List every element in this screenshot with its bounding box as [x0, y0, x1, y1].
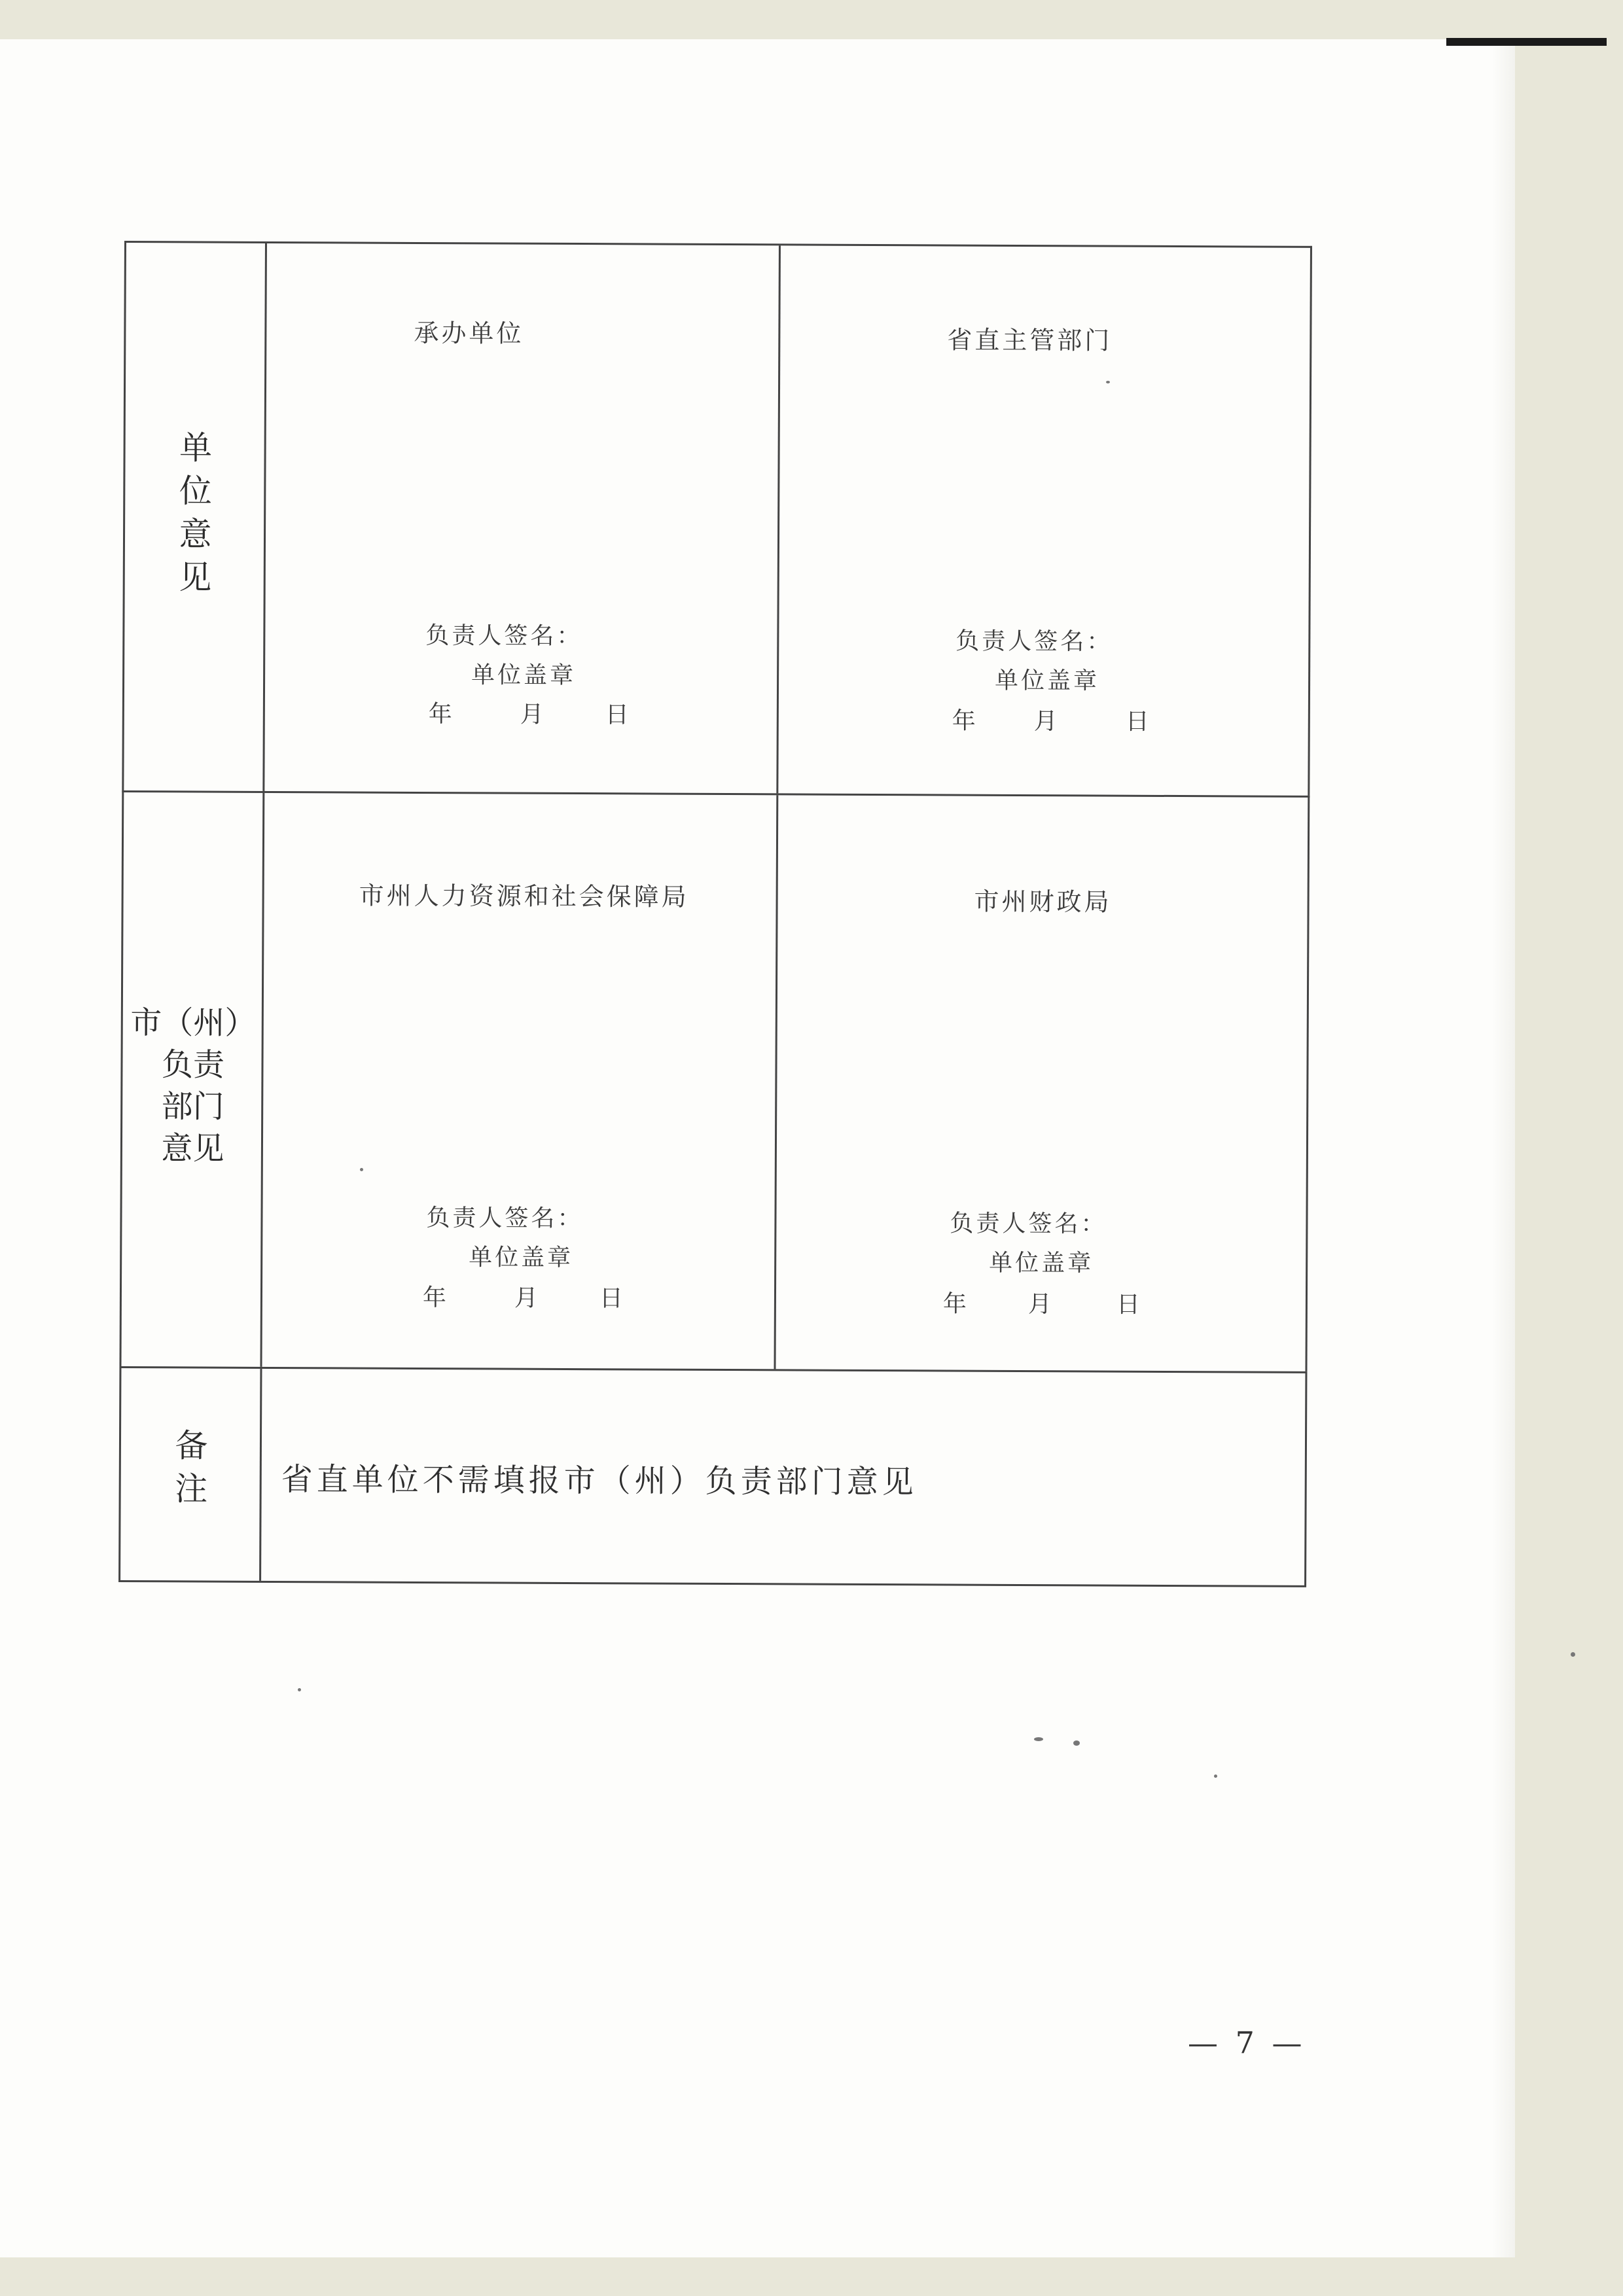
provincial-dept-title: 省直主管部门: [947, 325, 1113, 355]
day-label: 日: [605, 701, 629, 729]
remarks-label: 备 注: [175, 1426, 208, 1508]
scan-artifact-bar: [1446, 38, 1607, 46]
seal-label: 单位盖章: [994, 667, 1100, 695]
remarks-row: [118, 1366, 1307, 1587]
city-hrss-bureau-cell: [262, 793, 778, 1369]
signature-label: 负责人签名：: [955, 627, 1113, 656]
remarks-text: 省直单位不需填报市（州）负责部门意见: [281, 1461, 918, 1501]
scan-speck: [1106, 381, 1110, 383]
scan-speck: [1034, 1737, 1043, 1741]
city-finance-bureau-cell: [776, 795, 1310, 1371]
remarks-label-cell: [120, 1368, 262, 1581]
signature-label: 负责人签名：: [425, 622, 583, 650]
city-finance-bureau-title: 市州财政局: [974, 887, 1112, 917]
month-label: 月: [520, 701, 544, 728]
scan-speck: [1214, 1775, 1217, 1778]
year-label: 年: [952, 707, 976, 735]
scan-speck: [298, 1688, 301, 1691]
city-hrss-bureau-title: 市州人力资源和社会保障局: [359, 881, 689, 911]
month-label: 月: [1033, 708, 1058, 735]
city-dept-opinion-row: [119, 790, 1310, 1371]
scan-speck: [360, 1168, 363, 1171]
provincial-dept-cell: [778, 245, 1312, 796]
year-label: 年: [428, 701, 452, 728]
day-label: 日: [1116, 1291, 1141, 1318]
unit-opinion-label-cell: [124, 243, 267, 791]
year-label: 年: [422, 1284, 447, 1312]
day-label: 日: [599, 1285, 624, 1313]
day-label: 日: [1125, 708, 1149, 735]
unit-opinion-label: 单 位 意 见: [179, 429, 213, 597]
scan-speck: [1073, 1740, 1080, 1746]
opinion-form-table: [118, 241, 1312, 1587]
scanner-background: [0, 2257, 1623, 2296]
city-dept-label: 市（州） 负责 部门 意见: [130, 1004, 257, 1167]
scan-speck: [1571, 1652, 1575, 1657]
city-dept-label-cell: [121, 792, 264, 1367]
page-edge-shadow: [1492, 39, 1515, 2257]
month-label: 月: [514, 1284, 539, 1312]
undertaking-unit-title: 承办单位: [414, 318, 524, 348]
year-label: 年: [942, 1290, 967, 1318]
signature-label: 负责人签名：: [426, 1205, 584, 1233]
month-label: 月: [1027, 1291, 1052, 1318]
page-number: — 7 —: [1188, 2025, 1306, 2060]
signature-label: 负责人签名：: [950, 1210, 1107, 1238]
seal-label: 单位盖章: [989, 1249, 1094, 1277]
undertaking-unit-cell: [264, 243, 781, 793]
unit-opinion-row: [122, 241, 1312, 796]
seal-label: 单位盖章: [471, 662, 577, 690]
seal-label: 单位盖章: [469, 1244, 574, 1272]
